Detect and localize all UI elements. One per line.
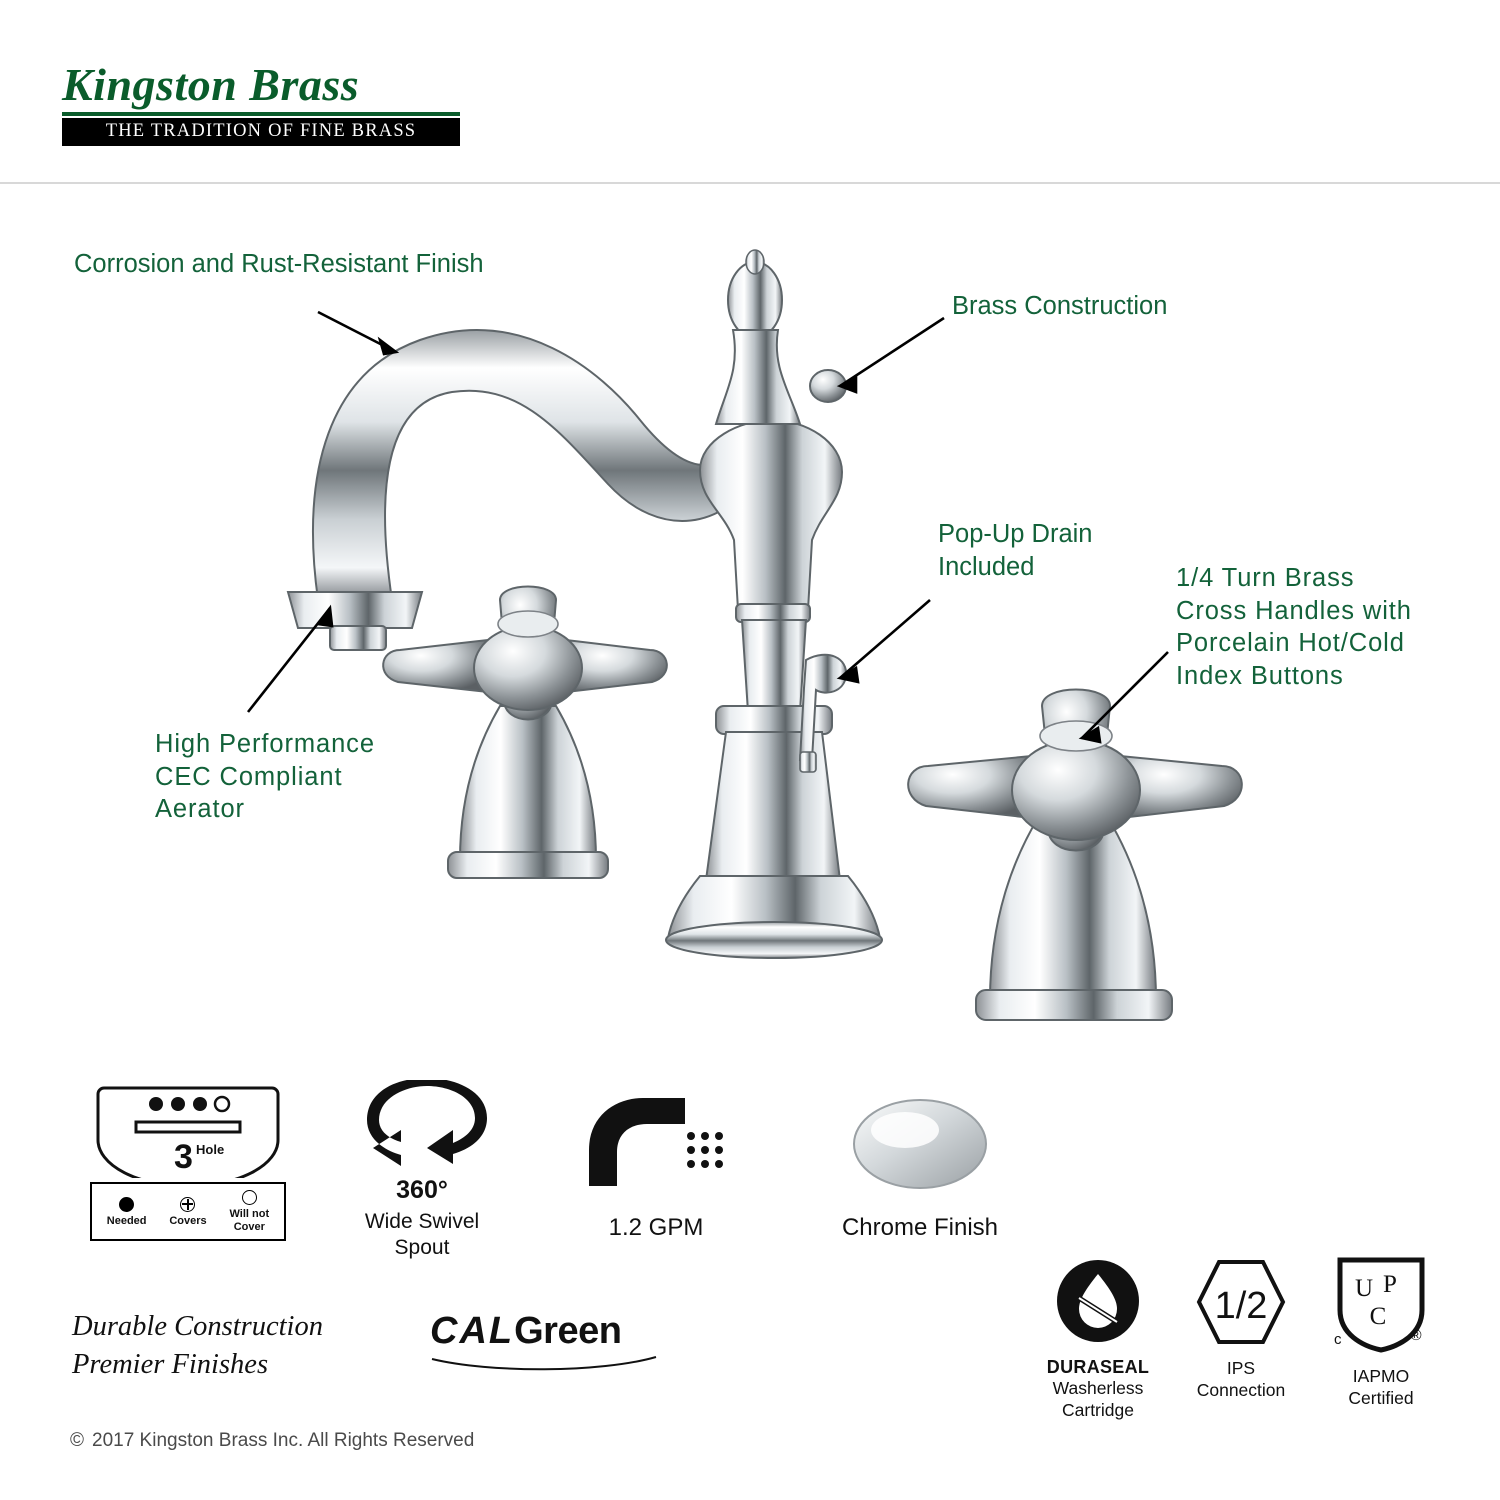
svg-text:1/2: 1/2 (1214, 1285, 1268, 1327)
hole-legend-needed (96, 1197, 157, 1228)
svg-text:c: c (1334, 1331, 1342, 1348)
logo-divider (62, 112, 460, 116)
flow-rate-caption: 1.2 GPM (608, 1214, 704, 1242)
callout-popup-line2: Included (938, 552, 1035, 581)
hexagon-half-inch-icon (1195, 1258, 1287, 1346)
svg-text:Hole: Hole (196, 1142, 225, 1157)
durable-line2: Premier Finishes (72, 1348, 269, 1380)
legend-needed-label: Needed (106, 1214, 147, 1227)
hole-diagram-graphic (90, 1082, 286, 1178)
callout-handles-line3: Porcelain Hot/Cold (1176, 629, 1405, 658)
upc-shield-icon (1330, 1252, 1432, 1356)
feature-flow-rate (566, 1090, 746, 1243)
iapmo-sub2: Certified (1348, 1387, 1414, 1408)
swivel-degrees: 360° (396, 1176, 448, 1205)
hole-diagram (90, 1082, 286, 1241)
callout-handles-line1: 1/4 Turn Brass (1176, 564, 1355, 592)
water-drop-icon (1055, 1258, 1141, 1344)
callout-aerator (155, 728, 475, 826)
swivel-caption-line2: Spout (394, 1235, 450, 1259)
iapmo-sub1: IAPMO (1352, 1365, 1410, 1386)
callout-handles-line2: Cross Handles with (1176, 596, 1412, 625)
brand-name: Kingston Brass (62, 59, 360, 110)
svg-text:P: P (1383, 1271, 1397, 1298)
callout-aerator-line1: High Performance (155, 730, 375, 758)
legend-covers-label: Covers (169, 1214, 207, 1227)
rotation-arrows-icon (357, 1080, 487, 1166)
duraseal-sub1: Washerless (1052, 1378, 1144, 1399)
faucet-flow-icon (581, 1090, 731, 1194)
feature-hole-configuration (78, 1082, 298, 1241)
finish-caption: Chrome Finish (841, 1214, 999, 1242)
calgreen-underline-icon (430, 1353, 660, 1375)
cert-iapmo (1318, 1252, 1444, 1410)
swivel-caption-line1: Wide Swivel (364, 1209, 480, 1233)
brand-tagline: THE TRADITION OF FINE BRASS (62, 118, 460, 146)
cert-duraseal (1036, 1258, 1160, 1422)
svg-text:C: C (1369, 1303, 1387, 1330)
hole-legend-willnotcover (219, 1190, 280, 1234)
calgreen-green-text: Green (514, 1310, 622, 1352)
header-divider (0, 182, 1500, 184)
feature-swivel (352, 1080, 492, 1261)
leader-aerator (248, 608, 330, 712)
cert-ips-connection (1182, 1258, 1300, 1402)
leader-popup (840, 600, 930, 678)
duraseal-sub2: Cartridge (1062, 1400, 1134, 1421)
leader-handles (1082, 652, 1168, 738)
hole-legend-covers (157, 1197, 218, 1228)
hole-sink-icon (90, 1082, 286, 1178)
calgreen-cal-text: CAL (430, 1310, 515, 1352)
copyright-text: 2017 Kingston Brass Inc. All Rights Reserved (92, 1430, 475, 1451)
durable-construction-text (72, 1308, 412, 1383)
legend-cross-dot-icon (180, 1197, 195, 1212)
callout-aerator-line3: Aerator (155, 795, 245, 824)
callout-corrosion-finish: Corrosion and Rust-Resistant Finish (74, 250, 484, 278)
duraseal-name: DURASEAL (1046, 1356, 1150, 1377)
copyright-symbol: © (70, 1430, 84, 1451)
svg-text:®: ® (1410, 1327, 1422, 1344)
svg-text:U: U (1354, 1275, 1374, 1302)
footer-copyright (70, 1430, 474, 1452)
svg-text:3: 3 (174, 1138, 193, 1176)
chrome-swatch-icon (845, 1092, 995, 1196)
callout-popup-line1: Pop-Up Drain (938, 520, 1093, 548)
hole-legend (90, 1182, 286, 1241)
feature-finish (820, 1092, 1020, 1243)
ips-sub2: Connection (1196, 1379, 1286, 1400)
callout-aerator-line2: CEC Compliant (155, 762, 343, 791)
durable-line1: Durable Construction (72, 1311, 323, 1342)
callout-popup-drain (938, 518, 1198, 583)
callout-cross-handles (1176, 562, 1500, 693)
ips-sub1: IPS (1226, 1357, 1256, 1378)
callout-handles-line4: Index Buttons (1176, 661, 1344, 690)
callout-brass-construction: Brass Construction (952, 292, 1168, 320)
brand-logo (62, 59, 592, 146)
leader-corrosion (318, 312, 396, 352)
calgreen-logo (430, 1310, 680, 1380)
legend-filled-dot-icon (119, 1197, 134, 1212)
legend-empty-dot-icon (242, 1190, 257, 1205)
legend-willnotcover-label: Will not Cover (229, 1208, 270, 1234)
leader-brass (840, 318, 944, 386)
